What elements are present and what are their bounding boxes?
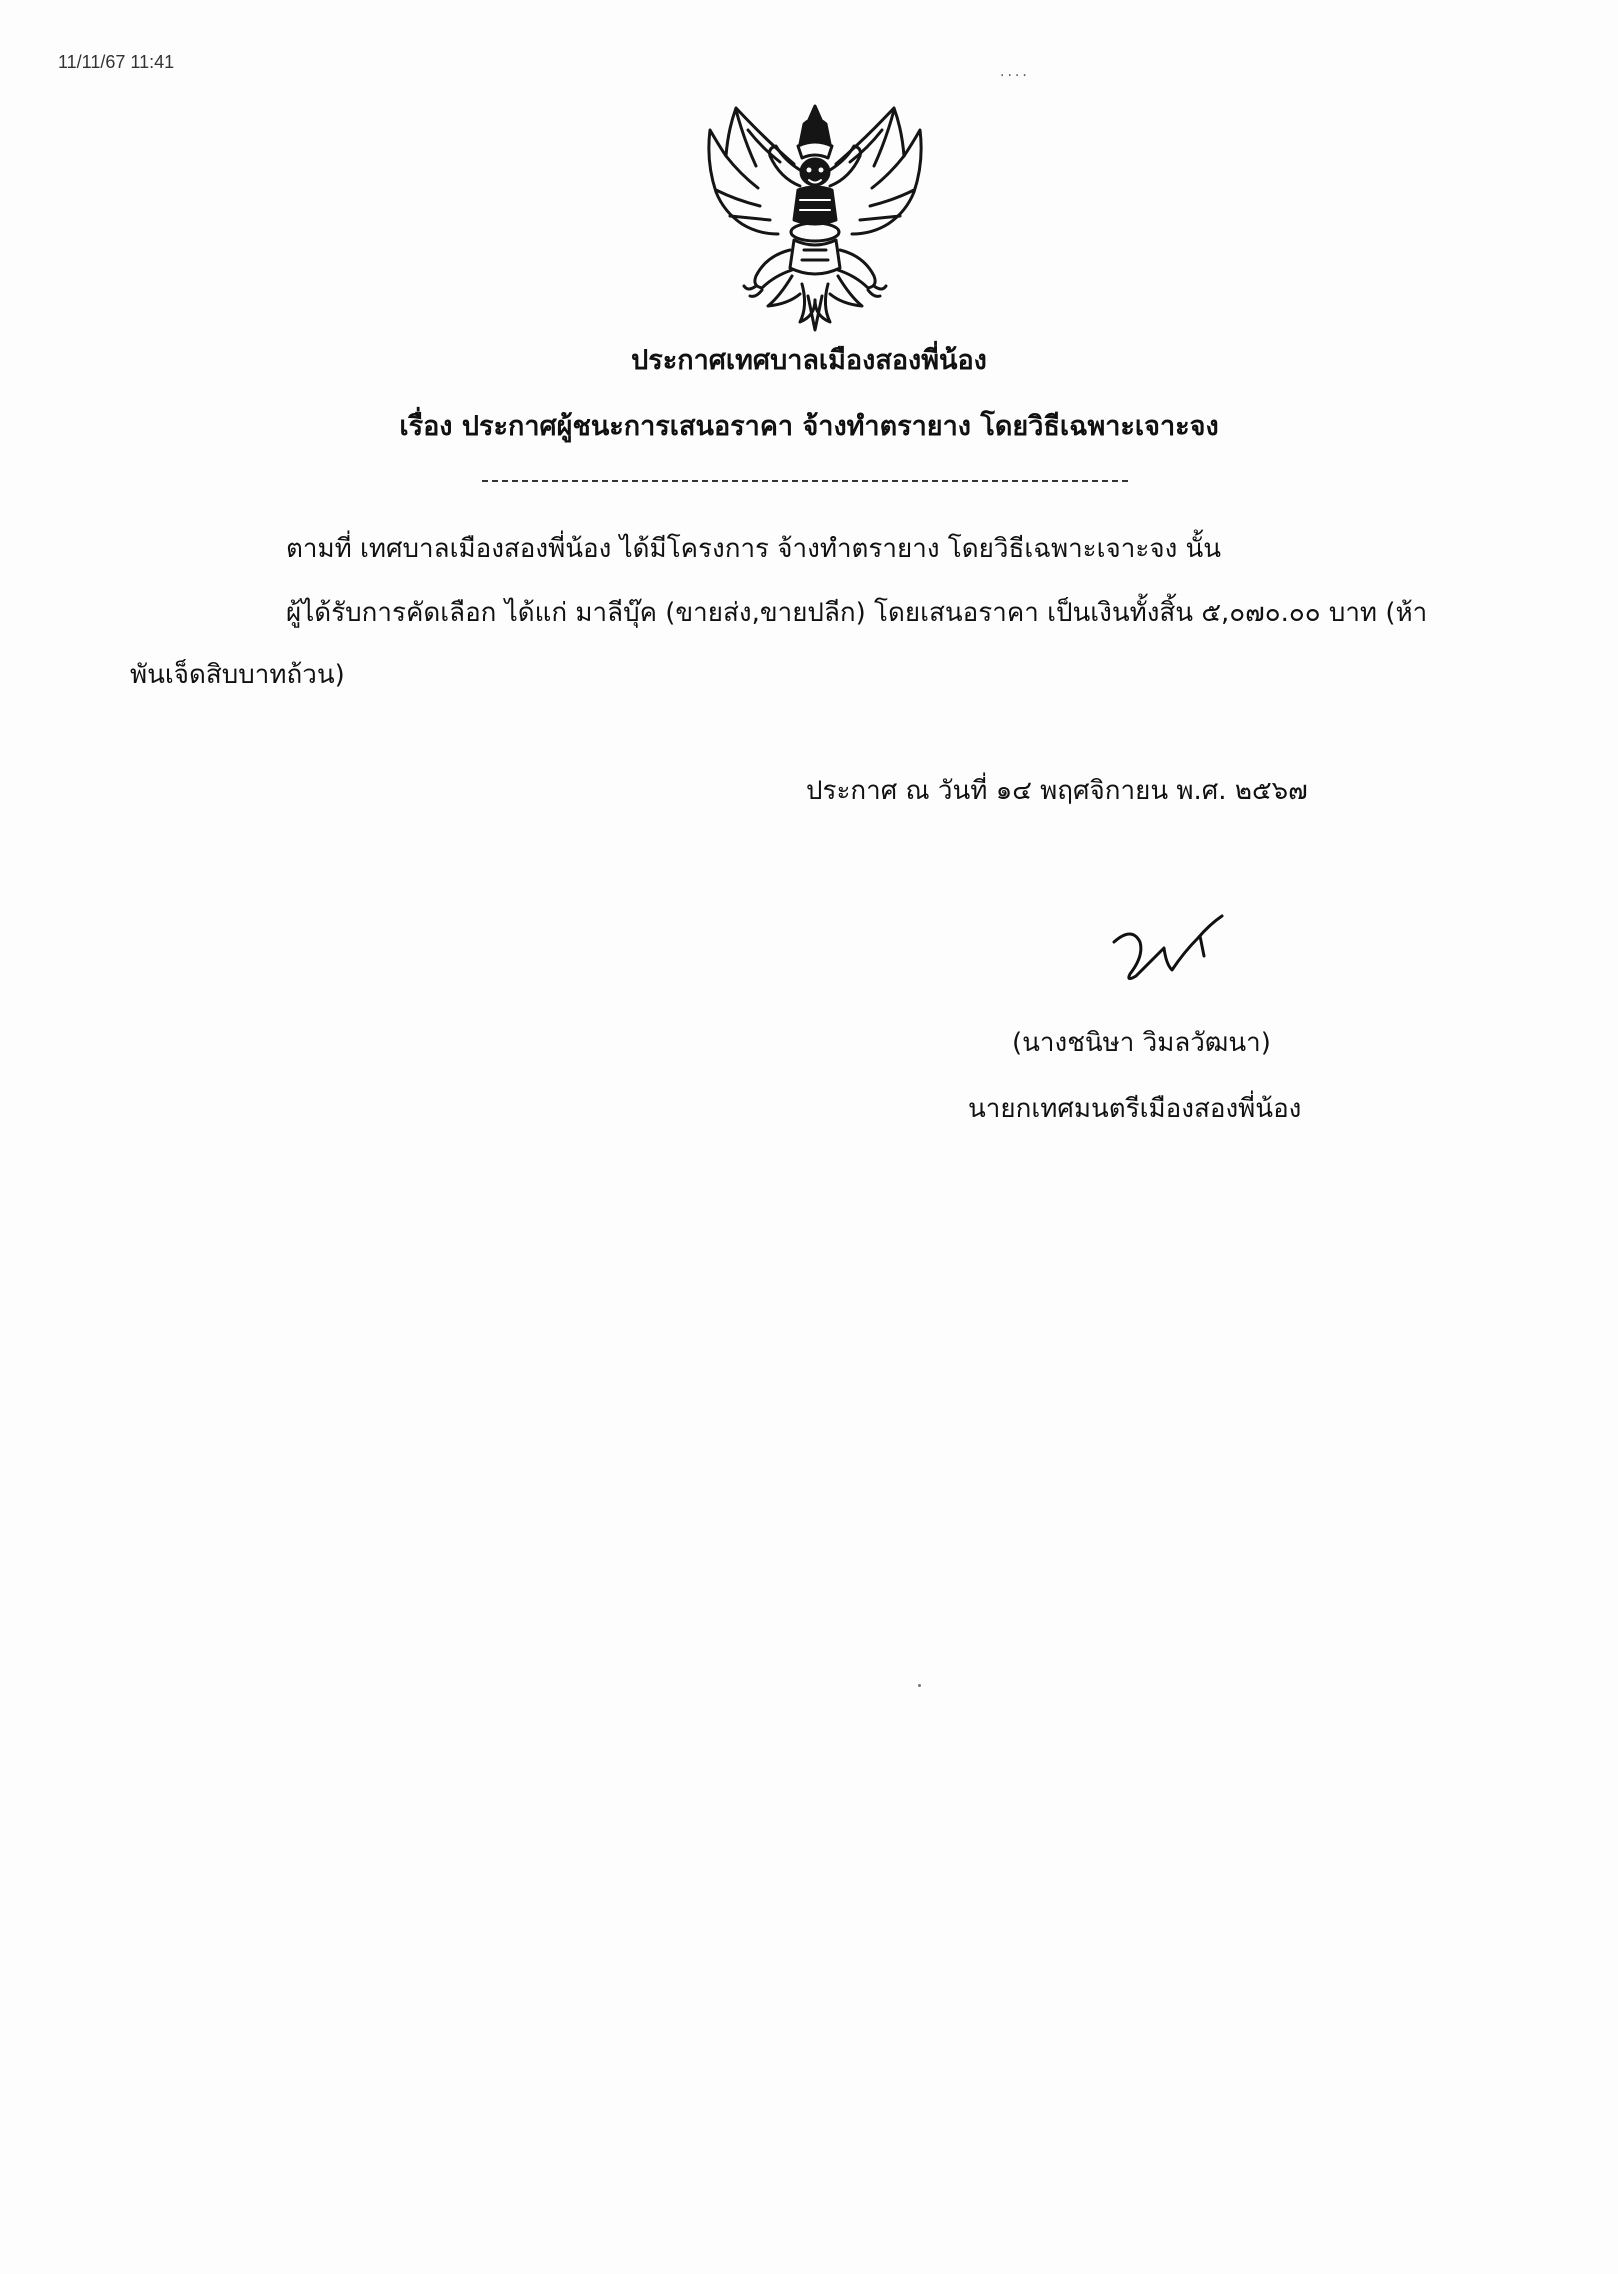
handwritten-signature-icon — [1106, 912, 1236, 992]
announcement-title: ประกาศเทศบาลเมืองสองพี่น้อง — [631, 345, 987, 376]
subject-line: เรื่อง ประกาศผู้ชนะการเสนอราคา จ้างทำตรายาง โดยวิธีเฉพาะเจาะจง — [399, 411, 1219, 442]
scan-speck — [918, 1684, 921, 1687]
body-paragraph-line-1: ตามที่ เทศบาลเมืองสองพี่น้อง ได้มีโครงการ จ้างทำตรายาง โดยวิธีเฉพาะเจาะจง นั้น — [286, 534, 1222, 564]
print-timestamp: 11/11/67 11:41 — [58, 52, 175, 72]
signer-position: นายกเทศมนตรีเมืองสองพี่น้อง — [968, 1094, 1302, 1124]
divider-line — [482, 480, 1128, 482]
garuda-emblem-icon — [696, 100, 934, 335]
signer-name: (นางชนิษา วิมลวัฒนา) — [1012, 1028, 1271, 1058]
body-paragraph-line-3: พันเจ็ดสิบบาทถ้วน) — [130, 660, 345, 690]
announcement-date: ประกาศ ณ วันที่ ๑๔ พฤศจิกายน พ.ศ. ๒๕๖๗ — [806, 776, 1308, 806]
body-paragraph-line-2: ผู้ได้รับการคัดเลือก ได้แก่ มาลีบุ๊ค (ขายส่ง,ขายปลีก) โดยเสนอราคา เป็นเงินทั้งสิ้น ๕,๐๗๐.๐๐ บาท (ห้า — [286, 598, 1428, 628]
scan-dots: .... — [1000, 64, 1030, 80]
